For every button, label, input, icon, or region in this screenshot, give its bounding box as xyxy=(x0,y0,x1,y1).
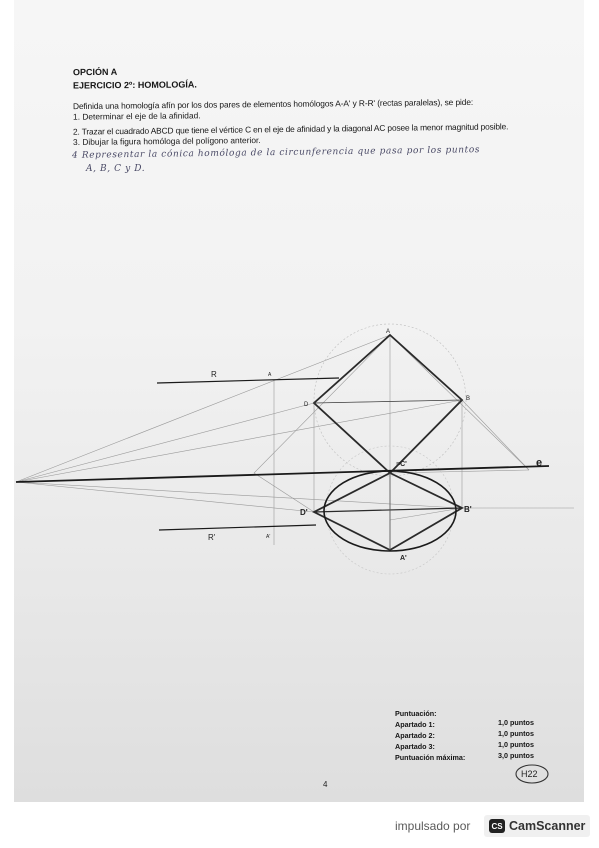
score-max-value: 3,0 puntos xyxy=(498,751,534,760)
page-number: 4 xyxy=(323,780,328,789)
exam-stamp-text: H22 xyxy=(521,769,538,779)
scanned-page xyxy=(14,0,584,802)
score-row-1-label: Apartado 1: xyxy=(395,720,435,729)
handwritten-task-4-points: A, B, C y D. xyxy=(86,164,146,174)
label-A: A xyxy=(386,329,391,335)
exercise-intro: Definida una homología afín por los dos pares de elementos homólogos A-A' y R-R' (rectas paralelas), se pide: xyxy=(72,96,474,112)
line-R-prime xyxy=(159,525,316,530)
powered-by-text: impulsado por xyxy=(395,819,471,833)
label-B-prime: B' xyxy=(464,505,472,514)
task-item-3: 3. Dibujar la figura homóloga del polígono anterior. xyxy=(72,135,261,147)
score-heading: Puntuación: xyxy=(395,709,437,718)
affinity-axis-e xyxy=(16,466,549,482)
label-point-on-R-prime: A' xyxy=(266,534,271,540)
label-e: e xyxy=(536,457,543,469)
line-R xyxy=(157,378,339,383)
score-max-label: Puntuación máxima: xyxy=(395,753,466,762)
score-row-2-label: Apartado 2: xyxy=(395,731,435,740)
task-item-1: 1. Determinar el eje de la afinidad. xyxy=(72,110,201,122)
homology-drawing xyxy=(14,0,584,802)
exercise-heading: EJERCICIO 2º: HOMOLOGÍA. xyxy=(72,79,197,91)
label-A-prime: A' xyxy=(400,555,407,562)
label-B: B xyxy=(466,396,471,402)
label-R-prime: R' xyxy=(208,533,216,542)
diagonal-BD xyxy=(314,400,462,403)
construction-lines xyxy=(16,324,574,574)
label-point-on-R: A xyxy=(268,372,272,378)
score-row-1-value: 1,0 puntos xyxy=(498,718,534,727)
label-D: D xyxy=(304,402,309,408)
camscanner-brand-name: CamScanner xyxy=(509,819,586,833)
page-content xyxy=(14,0,584,802)
score-row-2-value: 1,0 puntos xyxy=(498,729,534,738)
label-R: R xyxy=(211,370,217,379)
score-row-3-value: 1,0 puntos xyxy=(498,740,534,749)
label-D-prime: D' xyxy=(300,508,308,517)
camscanner-brand[interactable] xyxy=(484,815,590,837)
option-heading: OPCIÓN A xyxy=(72,66,118,78)
label-C: ≡C' xyxy=(396,461,407,468)
score-row-3-label: Apartado 3: xyxy=(395,742,435,751)
camscanner-logo-icon: CS xyxy=(489,819,505,833)
handwritten-task-4: 4 Representar la cónica homóloga de la circunferencia que pasa por los puntos xyxy=(71,145,481,161)
task-item-2: 2. Trazar el cuadrado ABCD que tiene el vértice C en el eje de afinidad y la diagonal AC posee la menor magnitud posible. xyxy=(72,121,509,137)
